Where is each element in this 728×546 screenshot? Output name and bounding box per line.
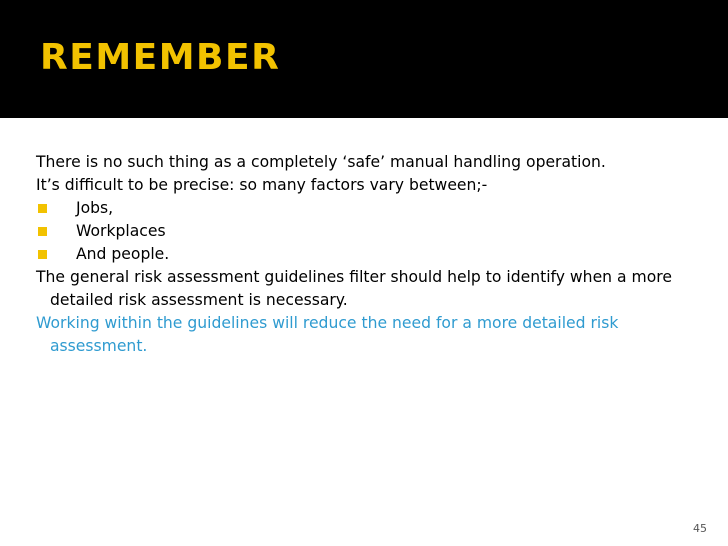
title-bar [0, 0, 728, 118]
bullet-item-people [36, 243, 696, 266]
page-number: 45 [693, 522, 707, 535]
bullet-label: And people. [76, 245, 170, 263]
bullet-item-jobs [36, 197, 696, 220]
paragraph-guidelines-filter: The general risk assessment guidelines filter should help to identify when a more detailed risk assessment is necessary. [36, 268, 672, 309]
square-bullet-icon [38, 250, 47, 259]
bullet-item-workplaces [36, 220, 696, 243]
paragraph-safe-handling: There is no such thing as a completely ‘safe’ manual handling operation. [36, 153, 606, 171]
paragraph-factors: It’s difficult to be precise: so many factors vary between;- [36, 176, 488, 194]
slide-body [36, 151, 696, 358]
bullet-label: Workplaces [76, 222, 166, 240]
bullet-label: Jobs, [76, 199, 114, 217]
slide-title: REMEMBER [40, 37, 281, 78]
paragraph-highlight: Working within the guidelines will reduce the need for a more detailed risk assessment. [36, 314, 619, 355]
square-bullet-icon [38, 204, 47, 213]
square-bullet-icon [38, 227, 47, 236]
